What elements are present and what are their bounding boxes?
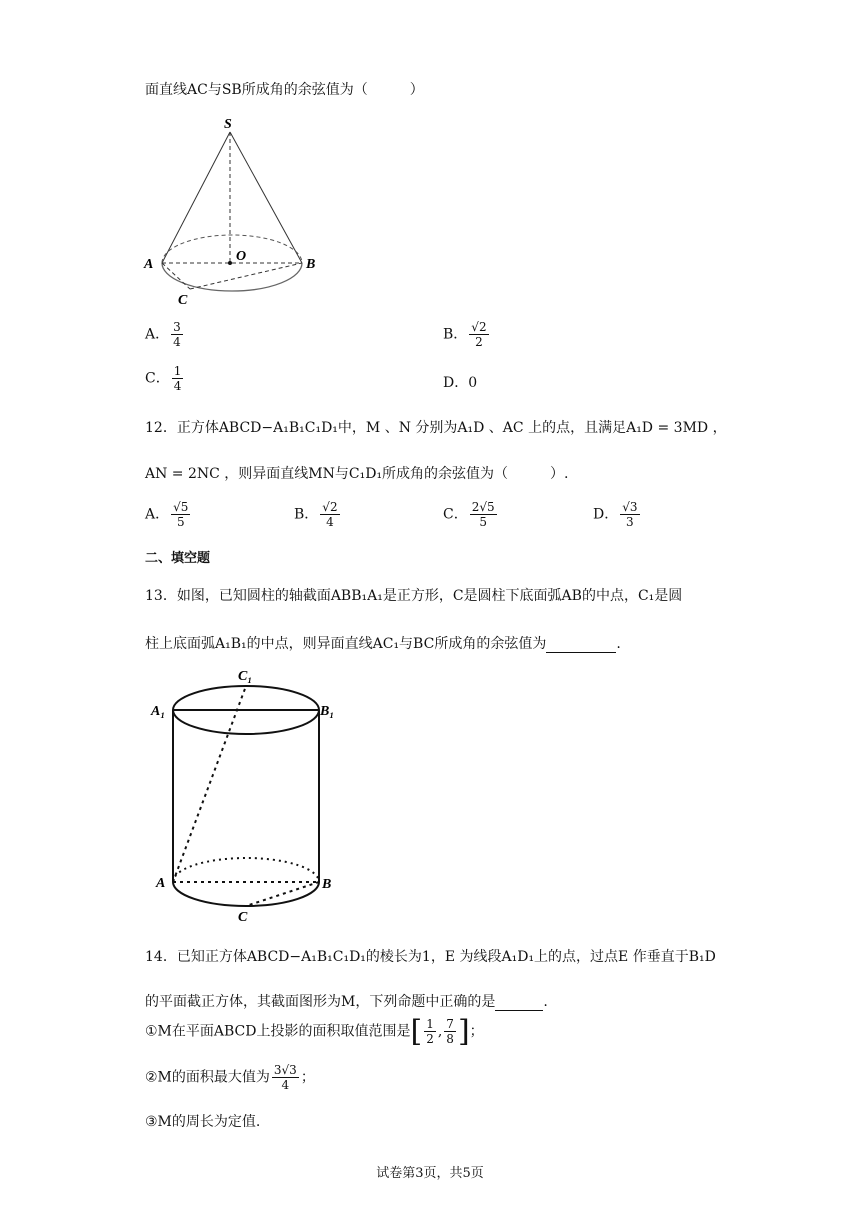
q12-option-c[interactable]: C． $\frac{2√5}{5}$ [443, 500, 495, 529]
cylinder-figure [148, 662, 348, 927]
label-A1: A₁ [151, 704, 166, 719]
q14-item3: ③M的周长为定值. [145, 1114, 261, 1130]
q12-option-d[interactable]: D． $\frac{√3}{3}$ [593, 500, 638, 529]
q14-line1: 14．已知正方体ABCD−A₁B₁C₁D₁的棱长为1，E 为线段A₁D₁上的点，过点E 作垂直于B₁D [145, 949, 716, 965]
q13-line1: 13．如图，已知圆柱的轴截面ABB₁A₁是正方形，C是圆柱下底面弧AB的中点，C₁是圆 [145, 588, 683, 604]
q12-line2: AN = 2NC ，则异面直线MN与C₁D₁所成角的余弦值为（ ）. [145, 466, 569, 482]
cone-figure [140, 112, 330, 312]
label-B: B [322, 877, 332, 892]
q11-option-a[interactable]: A． $\frac{3}{4}$ [145, 320, 181, 349]
label-S: S [224, 117, 232, 132]
q11-option-b[interactable]: B． $\frac{√2}{2}$ [443, 320, 487, 349]
section-title: 二、填空题 [145, 551, 211, 566]
q14-item1: ①M在平面ABCD上投影的面积取值范围是[ $\frac{1}{2}$ , $\frac{7}{8}$ ]； [145, 1014, 484, 1049]
q13-line2: 柱上底面弧A₁B₁的中点，则异面直线AC₁与BC所成角的余弦值为 . [145, 636, 621, 652]
label-C: C [238, 910, 248, 925]
q12-option-b[interactable]: B． $\frac{√2}{4}$ [294, 500, 338, 529]
label-A: A [156, 876, 166, 891]
label-C: C [178, 293, 188, 308]
q12-option-a[interactable]: A． $\frac{√5}{5}$ [145, 500, 189, 529]
answer-blank[interactable] [495, 994, 543, 1011]
label-O: O [236, 249, 247, 264]
q12-line1: 12．正方体ABCD−A₁B₁C₁D₁中，M 、N 分别为A₁D 、AC 上的点，且满足A₁D = 3MD ， [145, 420, 727, 436]
page-footer: 试卷第3页，共5页 [376, 1166, 484, 1181]
label-C1: C₁ [238, 669, 253, 684]
label-A: A [144, 257, 154, 272]
q14-item2: ②M的面积最大值为 $\frac{3√3}{4}$ ； [145, 1063, 315, 1092]
answer-blank[interactable] [546, 636, 616, 653]
label-B1: B₁ [320, 704, 335, 719]
label-B: B [306, 257, 316, 272]
q11-option-d[interactable]: D．0 [443, 375, 478, 391]
q11-option-c[interactable]: C． $\frac{1}{4}$ [145, 364, 182, 393]
q14-line2: 的平面截正方体，其截面图形为M，下列命题中正确的是 . [145, 994, 548, 1010]
q11-stem-tail: 面直线AC与SB所成角的余弦值为（ ） [145, 82, 424, 98]
